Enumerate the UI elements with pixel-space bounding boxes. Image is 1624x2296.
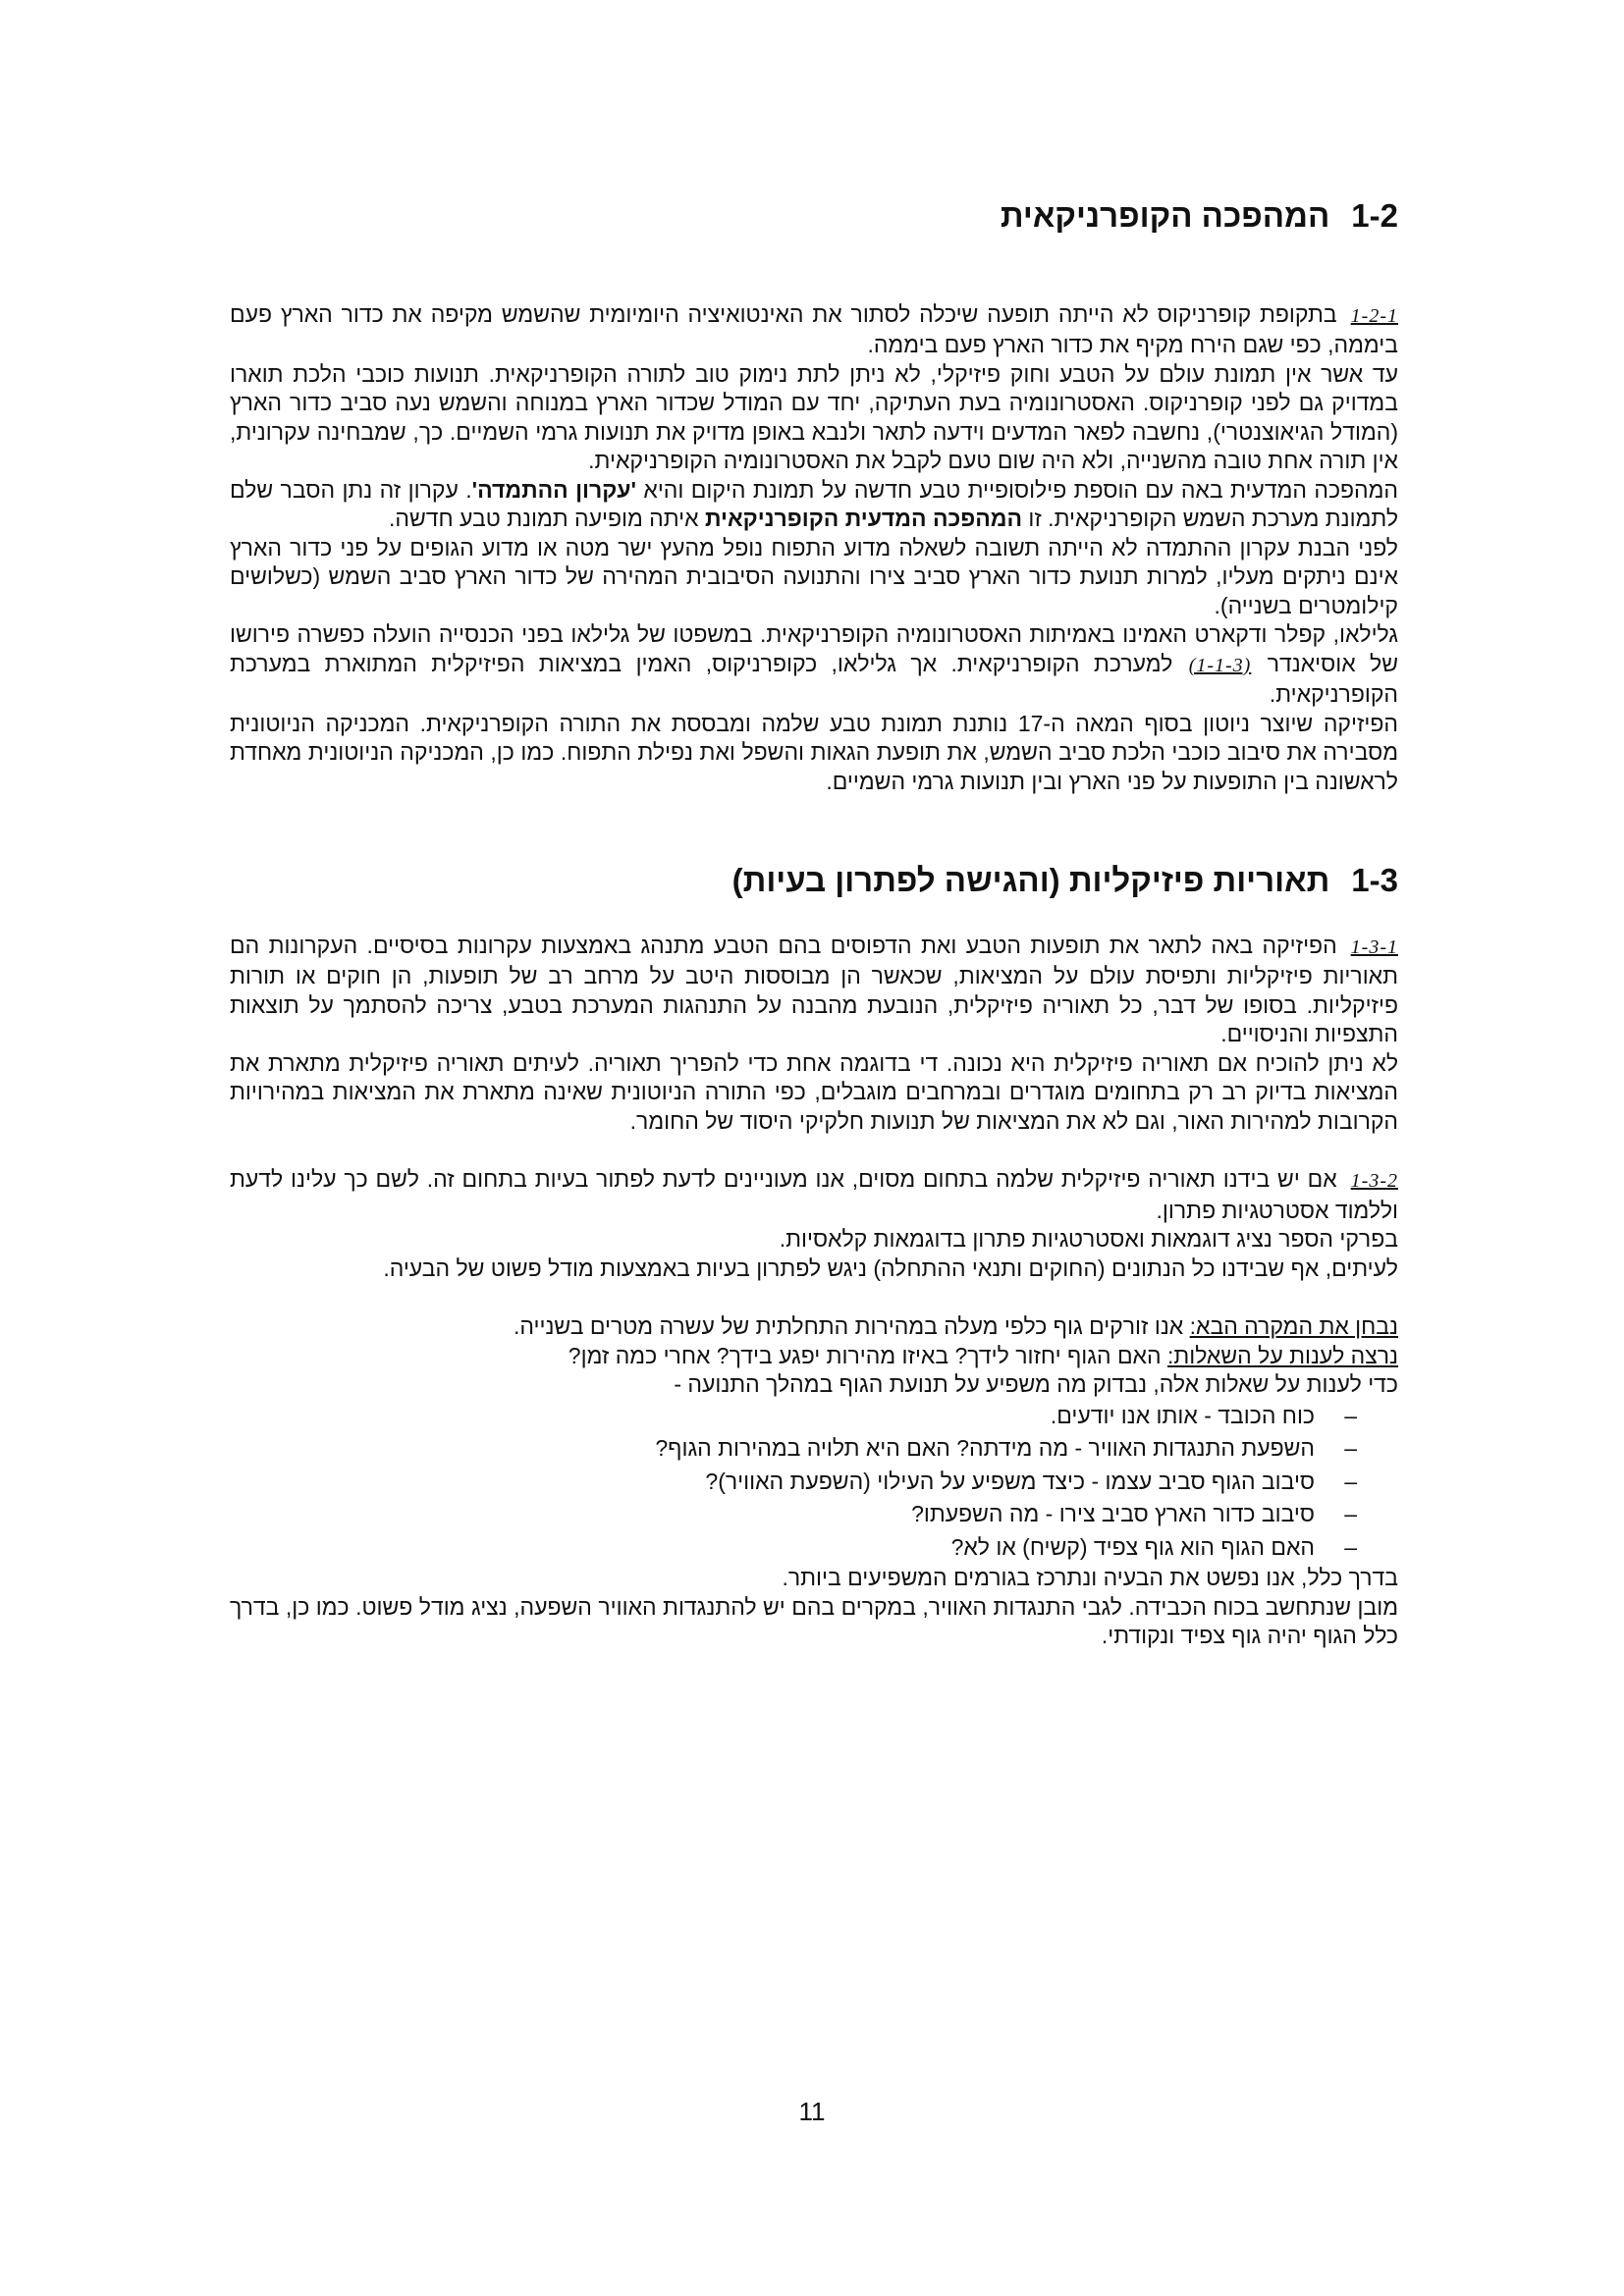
list-item: – סיבוב הגוף סביב עצמו - כיצד משפיע על העילוי (השפעת האוויר)? [230,1466,1398,1499]
paragraph-text: אם יש בידנו תאוריה פיזיקלית שלמה בתחום מסוים, אנו מעוניינים לדעת לפתור בעיות בתחום זה. לשם כך עלינו לדעת וללמוד אסטרטגיות פתרון. [230,1166,1398,1223]
paragraph-text: הפיזיקה באה לתאר את תופעות הטבע ואת הדפוסים בהם הטבע מתנהג באמצעות עקרונות בסיסיים. העקרונות הם תאוריות פיזיקליות ותפיסת עולם על המציאות, שכאשר הן מבוססות היטב על מרחב רב של תופעות, הן חוקים או תורות פיזיקליות. בסופו של דבר, כל תאוריה פיזיקלית, הנובעת מהבנה על התנהגות המערכת בטבע, צריכה להסתמך על תוצאות התצפיות והניסויים. [230,932,1398,1047]
bold-term: המהפכה המדעית הקופרניקאית [704,506,1022,532]
section-number: 1-2 [1351,197,1398,234]
section-title: תאוריות פיזיקליות (והגישה לפתרון בעיות) [731,862,1330,899]
section-number: 1-3 [1351,862,1398,899]
paragraph-text: למערכת הקופרניקאית. אך גלילאו, כקופרניקוס, האמין במציאות הפיזיקלית המתוארת במערכת הקופרניקאית. [230,650,1398,708]
paragraph-text: האם הגוף יחזור לידך? באיזו מהירות יפגע בידך? אחרי כמה זמן? [568,1342,1162,1368]
section-heading-1-2 [230,196,1398,236]
cross-reference: (1-1-3) [1188,654,1252,676]
paragraph-marker: 1-3-2 [1350,1170,1398,1193]
paragraph: לפני הבנת עקרון ההתמדה לא הייתה תשובה לשאלה מדוע התפוח נופל מהעץ ישר מטה או מדוע הגופים על פני כדור הארץ אינם ניתקים מעליו, למרות תנועת כדור הארץ סביב צירו והתנועה הסיבובית המהירה של כדור הארץ סביב השמש (כשלושים קילומטרים בשנייה). [230,534,1398,618]
paragraph: בפרקי הספר נציג דוגמאות ואסטרטגיות פתרון בדוגמאות קלאסיות. [779,1226,1398,1253]
paragraph: לעיתים, אף שבידנו כל הנתונים (החוקים ותנאי ההתחלה) ניגש לפתרון בעיות באמצעות מודל פשוט של הבעיה. [383,1255,1398,1281]
paragraph [230,300,1398,360]
section-heading-1-3 [230,861,1398,900]
page-number: 11 [798,2097,826,2126]
paragraph-marker: 1-2-1 [1350,304,1398,327]
paragraph-text: איתה מופיעה תמונת טבע חדשה. [389,506,699,532]
questions-label: נרצה לענות על השאלות: [1166,1342,1398,1368]
paragraph [230,620,1398,710]
paragraph: הפיזיקה שיוצר ניוטון בסוף המאה ה-17 נותנת תמונת טבע שלמה ומבססת את התורה הקופרניקאית. המכניקה הניוטונית מסבירה את סיבוב כוכבי הלכת סביב השמש, את תופעת הגאות והשפל ואת נפילת התפוח. כמו כן, המכניקה הניוטונית מאחדת לראשונה בין התופעות על פני הארץ ובין תנועות גרמי השמיים. [230,710,1398,794]
paragraph: עד אשר אין תמונת עולם על הטבע וחוק פיזיקלי, לא ניתן לתת נימוק טוב לתורה הקופרניקאית. תנועות כוכבי הלכת תוארו במדויק גם לפני קופרניקוס. האסטרונומיה בעת העתיקה, יחד עם המודל שכדור הארץ במנוחה והשמש נעה סביב כדור הארץ (המודל הגיאוצנטרי), נחשבה לפאר המדעים וידעה לתאר ולנבא באופן מדויק את תנועות גרמי השמיים. כך, שמבחינה עקרונית, אין תורה אחת טובה מהשנייה, ולא היה שום טעם לקבל את האסטרונומיה הקופרניקאית. [230,360,1398,474]
list-item: – האם הגוף הוא גוף צפיד (קשיח) או לא? [230,1531,1398,1565]
paragraph: מובן שנתחשב בכוח הכבידה. לגבי התנגדות האוויר, במקרים בהם יש להתנגדות האוויר השפעה, נציג מודל פשוט. כמו כן, בדרך כלל הגוף יהיה גוף צפיד ונקודתי. [230,1593,1398,1649]
list-item: – כוח הכובד - אותו אנו יודעים. [230,1400,1398,1433]
paragraph [230,1342,1398,1371]
bold-term: 'עקרון ההתמדה' [471,476,636,503]
paragraph-text: המהפכה המדעית באה עם הוספת פילוסופיית טבע חדשה על תמונת היקום והיא [643,476,1399,503]
paragraph-marker: 1-3-1 [1350,935,1398,958]
paragraph-text: גלילאו, קפלר ודקארט האמינו באמיתות האסטרונומיה הקופרניקאית. במשפטו של גלילאו בפני הכנסייה הועלה כפשרה פירושו של אוסיאנדר [230,621,1399,676]
paragraph: בדרך כלל, אנו נפשט את הבעיה ונתרכז בגורמים המשפיעים ביותר. [782,1565,1398,1591]
case-label: נבחן את המקרה הבא: [1189,1313,1398,1340]
paragraph: לא ניתן להוכיח אם תאוריה פיזיקלית היא נכונה. די בדוגמה אחת כדי להפריך תאוריה. לעיתים תאוריה פיזיקלית מתארת את המציאות בדיוק רב רק בתחומים מוגדרים ובמרחבים מוגבלים, כפי התורה הניוטונית שאינה מתארת את המציאות במהירויות הקרובות למהירות האור, וגם לא את המציאות של תנועות חלקיקי היסוד של החומר. [230,1049,1398,1134]
factor-list [230,1400,1398,1565]
paragraph [230,476,1398,534]
list-item: – סיבוב כדור הארץ סביב צירו - מה השפעתו? [230,1498,1398,1531]
paragraph-text: אנו זורקים גוף כלפי מעלה במהירות התחלתית של עשרה מטרים בשנייה. [514,1313,1184,1340]
paragraph [230,932,1398,1049]
paragraph-text: בתקופת קופרניקוס לא הייתה תופעה שיכלה לסתור את האינטואיציה היומיומית שהשמש מקיפה את כדור הארץ פעם ביממה, כפי שגם הירח מקיף את כדור הארץ פעם ביממה. [230,300,1398,358]
paragraph [230,1165,1398,1225]
paragraph: כדי לענות על שאלות אלה, נבדוק מה משפיע על תנועת הגוף במהלך התנועה - [674,1371,1398,1398]
page-content [230,196,1398,1651]
paragraph [230,1312,1398,1342]
section-title: המהפכה הקופרניקאית [1000,197,1330,234]
list-item: – השפעת התנגדות האוויר - מה מידתה? האם היא תלויה במהירות הגוף? [230,1432,1398,1466]
paragraph-text: . עקרון זה נתן הסבר שלם לתמונת מערכת השמש הקופרניקאית. זו [230,476,1398,532]
